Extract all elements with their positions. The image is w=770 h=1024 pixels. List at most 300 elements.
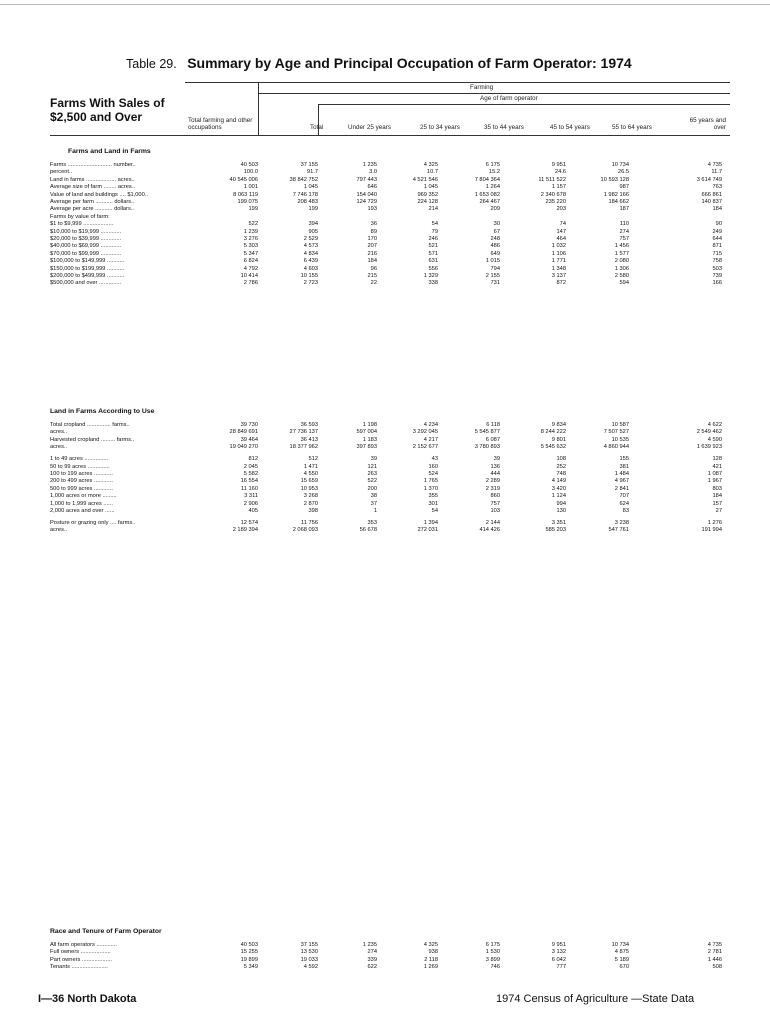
cell-value: 5 189 [614,956,629,963]
cell-value: 203 [556,206,566,213]
table-row [50,456,730,463]
cell-value: 644 [712,236,722,242]
cell-value: 1 239 [243,228,258,235]
cell-value: 597 004 [356,429,377,436]
table-row [50,464,730,471]
cell-value: 39 464 [240,436,258,443]
cell-value: 5 303 [243,243,258,250]
cell-value: 4 860 944 [603,444,629,451]
cell-value: 715 [712,250,722,257]
cell-value: 30 [493,221,500,228]
row-label: acres.. [50,429,68,436]
cell-value: 3 132 [551,949,566,956]
cell-value: 246 [428,236,438,242]
cell-value: 547 761 [608,527,629,534]
table-row [50,214,730,221]
col-65-over: 65 years and over [689,117,726,131]
cell-value: 3 276 [243,236,258,242]
cell-value: 594 [619,280,629,287]
table-row [50,221,730,228]
cell-value: 263 [367,471,377,477]
row-label: Farms by value of farm: [50,213,110,220]
col-45-54: 45 to 54 years [550,124,590,131]
cell-value: 4 234 [423,422,438,428]
row-label: percent.. [50,169,73,176]
cell-value: 136 [490,463,500,470]
table-row [50,258,730,265]
cell-value: 6 824 [243,258,258,265]
cell-value: 79 [431,228,438,235]
cell-value: 748 [556,471,566,477]
table-row [50,437,730,444]
cell-value: 524 [428,471,438,477]
cell-value: 8 244 222 [540,429,566,436]
row-label: 1,000 to 1,999 acres ...... [50,500,113,507]
cell-value: 9 801 [551,436,566,443]
cell-value: 10 587 [611,422,629,428]
row-label: Land in farms ................... acres.. [50,176,135,183]
cell-value: 969 352 [417,191,438,198]
cell-value: 110 [619,221,629,228]
cell-value: 124 729 [356,199,377,205]
cell-value: 649 [490,250,500,257]
table-row [50,273,730,280]
cell-value: 2 189 394 [232,527,258,534]
cell-value: 103 [490,508,500,514]
cell-value: 10 953 [300,485,318,492]
cell-value: 1 [373,508,377,514]
cell-value: 40 503 [240,162,258,168]
farming-header: Farming [470,84,494,91]
cell-value: 274 [619,228,629,235]
table-row [50,493,730,500]
cell-value: 235 220 [545,199,566,205]
table-row [50,422,730,429]
cell-value: 444 [490,471,500,477]
col-total-all: Total farming and other occupations [188,117,253,131]
cell-value: 3 780 893 [474,444,500,451]
cell-value: 11.7 [711,169,722,176]
cell-value: 1 577 [614,250,629,257]
row-label: $150,000 to $199,999 ........... [50,265,125,272]
row-label: acres.. [50,527,68,534]
cell-value: 757 [619,236,629,242]
cell-value: 10.7 [426,169,438,176]
row-label: Average per farm ........... dollars.. [50,199,135,205]
cell-value: 214 [428,206,438,213]
cell-value: 731 [490,280,500,287]
cell-value: 121 [367,463,377,470]
cell-value: 38 [370,493,377,500]
cell-value: 4 834 [303,250,318,257]
cell-value: 938 [428,949,438,956]
cell-value: 67 [493,228,500,235]
cell-value: 4 967 [614,478,629,485]
cell-value: 10 155 [300,273,318,279]
cell-value: 54 [431,221,438,228]
cell-value: 11 511 522 [538,176,566,183]
row-label: Posture or grazing only .... farms.. [50,520,136,526]
row-label: All farm operators ............. [50,942,118,948]
cell-value: 140 837 [701,199,722,205]
cell-value: 3 137 [551,273,566,279]
cell-value: 1 771 [551,258,566,265]
cell-value: 1 015 [485,258,500,265]
cell-value: 1 276 [707,520,722,526]
cell-value: 4 592 [303,964,318,971]
row-label: Farms ............................ number.. [50,162,136,168]
cell-value: 191 994 [701,527,722,534]
cell-value: 4 550 [303,471,318,477]
col-divider [258,82,259,135]
cell-value: 631 [428,258,438,265]
table-row [50,199,730,206]
row-label: Total cropland ............... farms.. [50,422,130,428]
cell-value: 872 [556,280,566,287]
cell-value: 2 289 [485,478,500,485]
cell-value: 1 198 [362,422,377,428]
table-row [50,949,730,956]
cell-value: 4 590 [707,436,722,443]
cell-value: 3.0 [369,169,377,176]
cell-value: 6 087 [485,436,500,443]
row-label: $10,000 to $19,999 ............. [50,228,122,235]
table-row [50,508,730,515]
cell-value: 624 [619,500,629,507]
table-row [50,957,730,964]
table-row [50,486,730,493]
cell-value: 4 792 [243,265,258,272]
cell-value: 9 951 [551,942,566,948]
cell-value: 16 554 [240,478,258,485]
row-label: Tenants ....................... [50,964,108,971]
cell-value: 763 [712,184,722,191]
table-row [50,266,730,273]
table-row [50,177,730,184]
section-heading: Land in Farms According to Use [50,408,155,415]
cell-value: 7 746 178 [292,191,318,198]
col-35-44: 35 to 44 years [484,124,524,131]
cell-value: 7 804 364 [474,176,500,183]
cell-value: 147 [556,228,566,235]
table-row [50,251,730,258]
cell-value: 6 118 [486,422,500,428]
cell-value: 571 [428,250,438,257]
table-row [50,280,730,287]
cell-value: 585 203 [545,527,566,534]
cell-value: 1 235 [362,162,377,168]
cell-value: 19 049 270 [229,444,258,451]
cell-value: 994 [556,500,566,507]
cell-value: 166 [712,280,722,287]
cell-value: 794 [490,265,500,272]
cell-value: 184 [367,258,377,265]
cell-value: 209 [490,206,500,213]
col-25-34: 25 to 34 years [420,124,460,131]
cell-value: 2 549 462 [696,429,722,436]
table-row [50,429,730,436]
cell-value: 170 [367,236,377,242]
cell-value: 1 370 [423,485,438,492]
cell-value: 1 235 [362,942,377,948]
cell-value: 1 306 [614,265,629,272]
cell-value: 421 [712,463,722,470]
header-top-rule [185,82,730,83]
cell-value: 522 [367,478,377,485]
row-label: 1,000 acres or more ......... [50,493,117,500]
row-label: Value of land and buildings .... $1,000.. [50,191,148,198]
col-divider [318,104,319,135]
cell-value: 812 [248,456,258,463]
cell-value: 12 574 [240,520,258,526]
cell-value: 803 [712,485,722,492]
col-total: Total [310,124,324,131]
cell-value: 1 967 [707,478,722,485]
cell-value: 2 786 [243,280,258,287]
cell-value: 193 [367,206,377,213]
cell-value: 83 [622,508,629,514]
row-label: Full owners ................... [50,949,111,956]
cell-value: 464 [556,236,566,242]
cell-value: 353 [367,520,377,526]
cell-value: 4 735 [707,162,722,168]
cell-value: 405 [248,508,258,514]
cell-value: 24.6 [554,169,566,176]
cell-value: 646 [367,184,377,191]
cell-value: 1 183 [362,436,377,443]
cell-value: 4 325 [423,162,438,168]
cell-value: 74 [559,221,566,228]
cell-value: 1 484 [614,471,629,477]
cell-value: 1 639 923 [696,444,722,451]
cell-value: 1 124 [551,493,566,500]
cell-value: 1 329 [423,273,438,279]
cell-value: 37 155 [300,942,318,948]
cell-value: 394 [308,221,318,228]
cell-value: 355 [428,493,438,500]
cell-value: 6 439 [303,258,318,265]
cell-value: 2 723 [303,280,318,287]
row-label: Part owners ................... [50,956,112,963]
age-rule [318,104,730,105]
cell-value: 215 [367,273,377,279]
cell-value: 28 849 691 [229,429,258,436]
col-under25: Under 25 years [348,124,392,131]
cell-value: 154 040 [356,191,377,198]
table-row [50,471,730,478]
cell-value: 7 507 527 [603,429,629,436]
cell-value: 871 [712,243,722,250]
table-row [50,501,730,508]
cell-value: 301 [428,500,438,507]
page-footer-right: 1974 Census of Agriculture —State Data [496,993,695,1005]
row-label: Average per acre ........... dollars.. [50,206,134,213]
cell-value: 777 [556,964,566,971]
cell-value: 4 217 [423,436,438,443]
cell-value: 4 875 [614,949,629,956]
cell-value: 5 545 632 [540,444,566,451]
cell-value: 274 [367,949,377,956]
cell-value: 199 [248,206,258,213]
age-header: Age of farm operator [480,95,538,102]
cell-value: 15 659 [300,478,318,485]
cell-value: 757 [490,500,500,507]
row-label: $20,000 to $39,999 ............. [50,236,122,242]
cell-value: 6 175 [485,162,500,168]
cell-value: 40 545 006 [229,176,258,183]
cell-value: 622 [367,964,377,971]
cell-value: 8 063 119 [233,191,258,198]
cell-value: 2 068 093 [292,527,318,534]
cell-value: 3 311 [244,493,258,500]
cell-value: 264 467 [479,199,500,205]
cell-value: 9 834 [551,422,566,428]
cell-value: 36 593 [300,422,318,428]
cell-value: 130 [556,508,566,514]
row-label: Average size of farm ........ acres.. [50,184,135,191]
row-label: $70,000 to $99,999 ............. [50,250,122,257]
cell-value: 1 045 [303,184,318,191]
cell-value: 860 [490,493,500,500]
cell-value: 746 [490,964,500,971]
cell-value: 10 734 [611,942,629,948]
stub-heading: Farms With Sales of $2,500 and Over [50,96,165,124]
table-row [50,169,730,176]
cell-value: 10 535 [611,436,629,443]
cell-value: 89 [370,228,377,235]
cell-value: 39 730 [240,422,258,428]
cell-value: 9 951 [551,162,566,168]
cell-value: 397 893 [356,444,377,451]
cell-value: 157 [712,500,722,507]
cell-value: 1 456 [614,243,629,250]
table-row [50,229,730,236]
cell-value: 4 603 [303,265,318,272]
row-label: 200 to 499 acres ............ [50,478,113,485]
cell-value: 3 268 [303,493,318,500]
cell-value: 2 781 [707,949,722,956]
cell-value: 272 031 [417,527,438,534]
cell-value: 666 861 [701,191,722,198]
cell-value: 36 [370,221,377,228]
cell-value: 200 [367,485,377,492]
cell-value: 414 426 [479,527,500,534]
header-bottom-rule [50,135,730,136]
cell-value: 184 [712,206,722,213]
cell-value: 1 446 [707,956,722,963]
cell-value: 2 841 [614,485,629,492]
cell-value: 5 582 [243,471,258,477]
farming-rule [258,93,730,94]
cell-value: 987 [619,184,629,191]
cell-value: 508 [712,964,722,971]
cell-value: 5 347 [243,250,258,257]
cell-value: 521 [428,243,438,250]
table-title-text: Summary by Age and Principal Occupation of Farm Operator: 1974 [187,55,632,71]
cell-value: 4 573 [303,243,318,250]
cell-value: 19 899 [240,956,258,963]
row-label: 500 to 999 acres ............ [50,485,113,492]
cell-value: 224 128 [417,199,438,205]
cell-value: 707 [619,493,629,500]
table-row [50,162,730,169]
cell-value: 3 614 749 [696,176,722,183]
cell-value: 2 319 [485,485,500,492]
cell-value: 10 593 128 [600,176,629,183]
cell-value: 4 325 [423,942,438,948]
cell-value: 2 045 [243,463,258,470]
cell-value: 381 [619,463,629,470]
section-heading: Farms and Land in Farms [68,148,151,155]
cell-value: 4 149 [551,478,566,485]
cell-value: 13 530 [300,949,318,956]
cell-value: 39 [493,456,500,463]
row-label: acres.. [50,444,68,451]
cell-value: 54 [431,508,438,514]
row-label: $1 to $9,999 ................... [50,221,114,228]
section-heading: Race and Tenure of Farm Operator [50,928,162,935]
table-row [50,184,730,191]
cell-value: 2 580 [614,273,629,279]
cell-value: 3 899 [485,956,500,963]
table-row [50,478,730,485]
cell-value: 22 [370,280,377,287]
table-row [50,444,730,451]
cell-value: 252 [556,463,566,470]
cell-value: 503 [712,265,722,272]
table-row [50,520,730,527]
cell-value: 216 [367,250,377,257]
cell-value: 1 471 [303,463,318,470]
cell-value: 758 [712,258,722,265]
cell-value: 398 [308,508,318,514]
row-label: $100,000 to $149,999 ........... [50,258,125,265]
cell-value: 18 377 962 [289,444,318,451]
cell-value: 10 734 [611,162,629,168]
cell-value: 2 155 [485,273,500,279]
cell-value: 15.2 [488,169,500,176]
cell-value: 1 765 [423,478,438,485]
cell-value: 1 045 [423,184,438,191]
cell-value: 2 144 [485,520,500,526]
cell-value: 512 [308,456,318,463]
cell-value: 2 152 677 [412,444,438,451]
cell-value: 207 [367,243,377,250]
cell-value: 1 269 [423,964,438,971]
cell-value: 199 [308,206,318,213]
row-label: $200,000 to $499,999 ........... [50,273,125,279]
cell-value: 1 394 [423,520,438,526]
table-row [50,243,730,250]
cell-value: 56 678 [359,527,377,534]
table-row [50,206,730,213]
cell-value: 27 [715,508,722,514]
cell-value: 37 [370,500,377,507]
cell-value: 27 736 137 [289,429,318,436]
cell-value: 3 292 045 [412,429,438,436]
table-row [50,236,730,243]
cell-value: 91.7 [306,169,318,176]
cell-value: 670 [619,964,629,971]
cell-value: 2 906 [243,500,258,507]
cell-value: 108 [556,456,566,463]
cell-value: 40 503 [240,942,258,948]
row-label: $40,000 to $69,999 ............. [50,243,122,250]
cell-value: 1 264 [485,184,500,191]
cell-value: 96 [370,265,377,272]
cell-value: 184 662 [608,199,629,205]
cell-value: 486 [490,243,500,250]
